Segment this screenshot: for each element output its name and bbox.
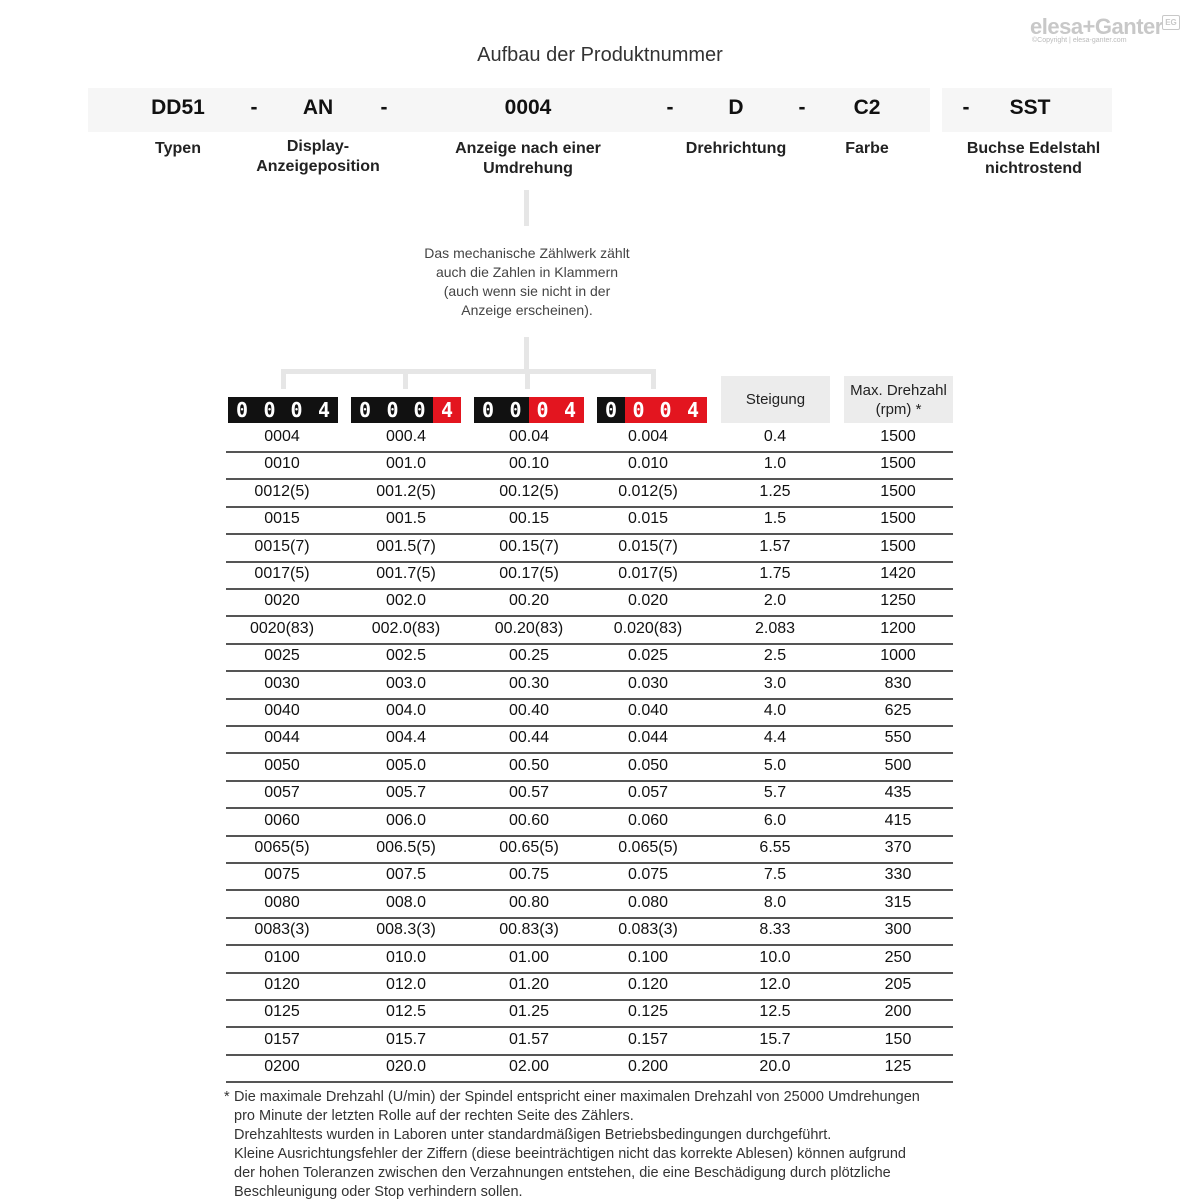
table-row	[226, 506, 953, 535]
cell-display-1dec: 007.5	[385, 866, 427, 884]
label-direction: Drehrichtung	[685, 140, 787, 157]
cell-pitch: 2.083	[754, 619, 796, 637]
cell-display-2dec: 01.00	[508, 948, 550, 966]
table-row	[226, 835, 953, 864]
cell-display-3dec: 0.030	[627, 674, 669, 692]
cell-display-3dec: 0.125	[627, 1003, 669, 1021]
cell-pitch: 5.7	[763, 784, 787, 802]
cell-display-4digit: 0060	[264, 811, 300, 829]
cell-pitch: 2.5	[763, 647, 787, 665]
cell-max-speed: 1250	[880, 592, 916, 610]
table-row	[226, 616, 953, 645]
cell-display-2dec: 00.65(5)	[499, 839, 559, 856]
cell-display-2dec: 01.25	[508, 1003, 550, 1021]
cell-display-2dec: 00.30	[508, 674, 550, 692]
cell-max-speed: 1500	[880, 428, 916, 445]
cell-display-2dec: 00.15	[508, 510, 550, 528]
cell-pitch: 8.0	[763, 893, 787, 911]
cell-display-4digit: 0015	[264, 510, 300, 528]
cell-display-3dec: 0.025	[627, 647, 669, 665]
cell-display-1dec: 010.0	[385, 948, 427, 966]
cell-display-3dec: 0.057	[627, 784, 669, 802]
cell-pitch: 10.0	[759, 948, 791, 966]
cell-display-3dec: 0.200	[627, 1058, 669, 1076]
cell-pitch: 6.0	[763, 811, 787, 829]
cell-display-4digit: 0015(7)	[254, 537, 310, 555]
counter-digit: 4	[310, 397, 338, 423]
connector-tick	[403, 369, 408, 389]
cell-display-3dec: 0.012(5)	[618, 482, 678, 500]
cell-display-4digit: 0017(5)	[254, 565, 310, 582]
counter-digit: 0	[228, 397, 256, 423]
cell-display-4digit: 0004	[264, 428, 300, 445]
code-dash: -	[798, 96, 806, 119]
table-row	[226, 972, 953, 1001]
cell-display-3dec: 0.100	[627, 948, 669, 966]
counter-digit: 0	[379, 397, 406, 423]
cell-display-1dec: 020.0	[385, 1058, 427, 1076]
cell-pitch: 1.75	[759, 565, 791, 582]
cell-display-3dec: 0.044	[627, 729, 669, 747]
table-row	[226, 451, 953, 480]
cell-pitch: 5.0	[763, 756, 787, 774]
cell-display-1dec: 012.5	[385, 1003, 427, 1021]
cell-display-1dec: 008.3(3)	[376, 921, 436, 939]
cell-display-2dec: 00.75	[508, 866, 550, 884]
cell-pitch: 4.0	[763, 702, 787, 719]
cell-max-speed: 625	[884, 702, 912, 719]
cell-display-3dec: 0.020(83)	[613, 619, 683, 637]
table-row	[226, 862, 953, 891]
cell-display-2dec: 01.20	[508, 976, 550, 993]
cell-display-3dec: 0.060	[627, 811, 669, 829]
cell-display-4digit: 0200	[264, 1058, 300, 1076]
cell-display-3dec: 0.017(5)	[618, 565, 678, 582]
cell-display-1dec: 001.5	[385, 510, 427, 528]
cell-display-3dec: 0.040	[627, 702, 669, 719]
cell-display-3dec: 0.065(5)	[618, 839, 678, 856]
cell-max-speed: 415	[884, 811, 912, 829]
cell-max-speed: 1500	[880, 510, 916, 528]
cell-display-4digit: 0057	[264, 784, 300, 802]
header-max-speed: Max. Drehzahl (rpm) *	[844, 376, 953, 423]
cell-display-4digit: 0020(83)	[249, 619, 315, 637]
cell-max-speed: 125	[884, 1058, 912, 1076]
cell-pitch: 4.4	[763, 729, 787, 747]
cell-display-2dec: 00.50	[508, 756, 550, 774]
cell-display-2dec: 00.20	[508, 592, 550, 610]
cell-max-speed: 1200	[880, 619, 916, 637]
cell-max-speed: 500	[884, 756, 912, 774]
cell-display-1dec: 004.0	[385, 702, 427, 719]
connector-tick	[525, 369, 530, 389]
cell-display-4digit: 0044	[264, 729, 300, 747]
cell-display-1dec: 012.0	[385, 976, 427, 993]
code-dash: -	[250, 96, 258, 119]
cell-display-4digit: 0083(3)	[254, 921, 310, 939]
cell-display-1dec: 001.0	[385, 455, 427, 473]
cell-display-1dec: 003.0	[385, 674, 427, 692]
header-pitch: Steigung	[721, 376, 830, 423]
cell-display-2dec: 00.12(5)	[499, 482, 559, 500]
cell-display-3dec: 0.020	[627, 592, 669, 610]
elesa-ganter-logo	[1030, 12, 1180, 48]
label-bushing: Buchse Edelstahl nichtrostend	[966, 140, 1101, 177]
cell-pitch: 3.0	[763, 674, 787, 692]
cell-display-3dec: 0.080	[627, 893, 669, 911]
cell-pitch: 12.0	[759, 976, 791, 993]
cell-display-4digit: 0030	[264, 674, 300, 692]
cell-display-1dec: 001.2(5)	[376, 482, 436, 500]
table-row	[226, 561, 953, 590]
counter-digit-red: 0	[625, 397, 652, 423]
cell-display-1dec: 015.7	[385, 1030, 427, 1048]
code-type: DD51	[151, 96, 205, 119]
cell-display-3dec: 0.004	[627, 428, 669, 445]
cell-display-1dec: 002.0	[385, 592, 427, 610]
cell-display-2dec: 00.44	[508, 729, 550, 747]
counter-note: Das mechanische Zählwerk zählt auch die Zahlen in Klammern (auch wenn sie nicht in der Anzeige erscheinen).	[424, 245, 630, 318]
cell-max-speed: 370	[884, 839, 912, 856]
cell-display-3dec: 0.075	[627, 866, 669, 884]
label-display-value: Anzeige nach einer Umdrehung	[455, 140, 601, 177]
table-row	[226, 698, 953, 727]
counter-digit-red: 0	[652, 397, 679, 423]
cell-display-1dec: 006.5(5)	[376, 839, 436, 856]
table-row	[226, 671, 953, 700]
table-row	[226, 780, 953, 809]
table-row	[226, 753, 953, 782]
counter-digit-red: 4	[556, 397, 584, 423]
code-color: C2	[853, 96, 881, 119]
cell-pitch: 8.33	[759, 921, 791, 939]
cell-display-4digit: 0080	[264, 893, 300, 911]
code-display-position: AN	[302, 96, 334, 119]
code-dash: -	[666, 96, 674, 119]
cell-max-speed: 435	[884, 784, 912, 802]
code-direction: D	[728, 96, 744, 119]
connector-tick	[651, 369, 656, 389]
cell-display-4digit: 0020	[264, 592, 300, 610]
cell-display-1dec: 002.5	[385, 647, 427, 665]
counter-digit: 0	[406, 397, 433, 423]
code-display-value: 0004	[504, 96, 552, 119]
table-row	[226, 945, 953, 974]
table-row	[226, 1054, 953, 1083]
cell-pitch: 20.0	[759, 1058, 791, 1076]
cell-display-3dec: 0.120	[627, 976, 669, 993]
cell-display-1dec: 000.4	[385, 428, 427, 445]
cell-display-1dec: 002.0(83)	[371, 619, 441, 637]
logo-wordmark: elesa+Ganter	[1030, 14, 1163, 39]
cell-display-2dec: 00.80	[508, 893, 550, 911]
cell-display-4digit: 0157	[264, 1030, 300, 1048]
counter-digit: 0	[502, 397, 529, 423]
counter-digit: 0	[283, 397, 310, 423]
cell-display-2dec: 00.40	[508, 702, 550, 719]
cell-display-2dec: 00.10	[508, 455, 550, 473]
cell-pitch: 2.0	[763, 592, 787, 610]
cell-pitch: 12.5	[759, 1003, 791, 1021]
cell-pitch: 1.5	[763, 510, 787, 528]
cell-display-4digit: 0040	[264, 702, 300, 719]
cell-display-1dec: 005.7	[385, 784, 427, 802]
cell-display-3dec: 0.010	[627, 455, 669, 473]
cell-max-speed: 1500	[880, 482, 916, 500]
cell-pitch: 1.0	[763, 455, 787, 473]
counter-display	[228, 397, 338, 423]
cell-display-3dec: 0.083(3)	[618, 921, 678, 939]
cell-display-4digit: 0075	[264, 866, 300, 884]
table-row	[226, 479, 953, 508]
cell-max-speed: 1420	[880, 565, 916, 582]
page-title: Aufbau der Produktnummer	[477, 44, 723, 66]
cell-max-speed: 315	[884, 893, 912, 911]
cell-display-4digit: 0065(5)	[254, 839, 310, 856]
cell-display-2dec: 00.60	[508, 811, 550, 829]
cell-display-1dec: 005.0	[385, 756, 427, 774]
cell-display-2dec: 00.04	[508, 428, 550, 445]
cell-pitch: 15.7	[759, 1030, 791, 1048]
label-color: Farbe	[845, 140, 889, 157]
table-row	[226, 725, 953, 754]
counter-display	[597, 397, 707, 423]
cell-display-1dec: 004.4	[385, 729, 427, 747]
connector-bracket	[281, 369, 656, 374]
table-row	[226, 917, 953, 946]
table-row	[226, 643, 953, 672]
counter-display	[351, 397, 461, 423]
counter-digit: 0	[351, 397, 379, 423]
cell-display-2dec: 02.00	[508, 1058, 550, 1076]
connector-line	[524, 337, 529, 371]
table-row	[226, 424, 953, 453]
cell-max-speed: 250	[884, 948, 912, 966]
footnote-marker: *	[224, 1089, 230, 1105]
cell-max-speed: 330	[884, 866, 912, 884]
cell-display-2dec: 01.57	[508, 1030, 550, 1048]
cell-max-speed: 300	[884, 921, 912, 939]
cell-display-3dec: 0.015(7)	[618, 537, 678, 555]
cell-pitch: 1.25	[759, 482, 791, 500]
connector-tick	[281, 369, 286, 389]
logo-badge: EG	[1162, 15, 1180, 30]
counter-digit-red: 0	[529, 397, 556, 423]
footnote-text: Die maximale Drehzahl (U/min) der Spindel entspricht einer maximalen Drehzahl von 25000 Umdrehungen pro Minute der letzten Rolle auf der rechten Seite des Zählers. Drehzahltests wurden in Laboren unter standardmäßigen Betriebsbedingungen durchgeführt. Kleine Ausrichtungsfehler der Ziffern (diese beeinträchtigen nicht das korrekte Ablesen) können aufgrund der hohen Toleranzen zwischen den Verzahnungen entstehen, die eine Beschädigung durch plötzliche Beschleunigung oder Stop verhindern sollen.	[234, 1089, 920, 1200]
code-bushing: SST	[1009, 96, 1051, 119]
cell-max-speed: 830	[884, 674, 912, 692]
connector-line	[524, 190, 529, 226]
cell-display-2dec: 00.15(7)	[499, 537, 559, 555]
table-row	[226, 808, 953, 837]
cell-max-speed: 550	[884, 729, 912, 747]
label-type: Typen	[155, 140, 201, 157]
cell-display-3dec: 0.050	[627, 756, 669, 774]
cell-display-2dec: 00.20(83)	[494, 619, 564, 637]
cell-display-4digit: 0100	[264, 948, 300, 966]
code-dash: -	[962, 96, 970, 119]
label-display-position: Display- Anzeigeposition	[256, 138, 380, 175]
cell-display-4digit: 0010	[264, 455, 300, 473]
cell-max-speed: 1500	[880, 537, 916, 555]
cell-display-2dec: 00.57	[508, 784, 550, 802]
counter-digit-red: 4	[679, 397, 707, 423]
table-row	[226, 999, 953, 1028]
cell-max-speed: 1500	[880, 455, 916, 473]
table-row	[226, 588, 953, 617]
cell-pitch: 6.55	[759, 839, 791, 856]
counter-digit: 0	[256, 397, 283, 423]
cell-max-speed: 200	[884, 1003, 912, 1021]
cell-display-2dec: 00.17(5)	[499, 565, 559, 582]
cell-display-2dec: 00.83(3)	[499, 921, 559, 939]
cell-display-4digit: 0025	[264, 647, 300, 665]
cell-display-3dec: 0.015	[627, 510, 669, 528]
cell-display-3dec: 0.157	[627, 1030, 669, 1048]
cell-display-4digit: 0125	[264, 1003, 300, 1021]
cell-pitch: 0.4	[763, 428, 787, 445]
cell-display-1dec: 001.7(5)	[376, 565, 436, 582]
counter-digit: 0	[474, 397, 502, 423]
cell-pitch: 1.57	[759, 537, 791, 555]
cell-max-speed: 1000	[880, 647, 916, 665]
cell-max-speed: 150	[884, 1030, 912, 1048]
counter-digit: 0	[597, 397, 625, 423]
cell-display-1dec: 001.5(7)	[376, 537, 436, 555]
logo-copyright: ©Copyright | elesa-ganter.com	[1032, 37, 1127, 44]
cell-display-1dec: 006.0	[385, 811, 427, 829]
table-row	[226, 1027, 953, 1056]
cell-display-4digit: 0012(5)	[254, 482, 310, 500]
counter-digit-red: 4	[433, 397, 461, 423]
code-dash: -	[380, 96, 388, 119]
cell-pitch: 7.5	[763, 866, 787, 884]
table-row	[226, 534, 953, 563]
cell-display-1dec: 008.0	[385, 893, 427, 911]
cell-max-speed: 205	[884, 976, 912, 993]
cell-display-4digit: 0120	[264, 976, 300, 993]
counter-display	[474, 397, 584, 423]
cell-display-2dec: 00.25	[508, 647, 550, 665]
table-row	[226, 890, 953, 919]
cell-display-4digit: 0050	[264, 756, 300, 774]
